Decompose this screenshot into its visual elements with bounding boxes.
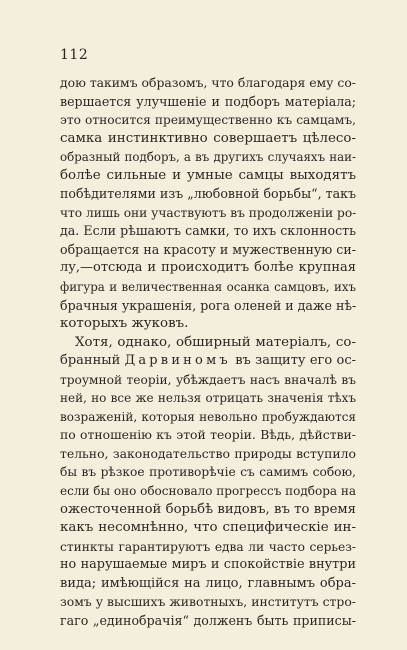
- text-line: ней, но все же нельзя отрицать значенія тѣхъ: [60, 391, 356, 406]
- text-line: вершается улучшеніе и подборъ матеріала;: [60, 93, 356, 109]
- text-line: да. Если рѣшаютъ самки, то ихъ склонность: [60, 223, 356, 239]
- text-line: тельно, законодательство природы вступило: [60, 445, 356, 461]
- text-line: если бы оно обосновало прогрессъ подбора на: [60, 484, 357, 499]
- text-line: гаго „единобрачія“ долженъ быть приписы-: [60, 612, 356, 628]
- text-line: зомъ у высшихъ животныхъ, институтъ стро-: [60, 594, 356, 610]
- text-line: это относится преимущественно къ самцамъ,: [60, 113, 356, 128]
- text-line: вида; имѣющійся на лицо, главнымъ обра-: [60, 575, 356, 591]
- text-line: дою такимъ образомъ, что благодаря ему со-: [60, 75, 356, 90]
- paragraph-start-line: Хотя, однако, обширный матеріалъ, со-: [75, 334, 356, 350]
- text-line: побѣдителями изъ „любовной борьбы“, такъ: [60, 186, 356, 202]
- text-line: образный подборъ, а въ другихъ случаяхъ наи-: [60, 150, 356, 165]
- text-line: что лишь они участвуютъ въ продолженіи ро-: [60, 205, 357, 220]
- text-line: троумной теоріи, убѣждаетъ насъ вначалѣ въ: [60, 372, 356, 387]
- text-line: самка инстинктивно совершаетъ цѣлесо-: [60, 130, 356, 146]
- text-line: фигура и величественная осанка самцовъ, ихъ: [60, 280, 356, 295]
- text-line: стинкты гарантируютъ едва ли часто серьез-: [60, 539, 356, 554]
- spaced-name-darwin: Дарвиномъ: [124, 353, 231, 369]
- text-line: обращается на красоту и мужественную си-: [60, 241, 356, 257]
- text-line: но нарушаемые миръ и спокойствіе внутри: [60, 557, 356, 573]
- text-line: брачныя украшенія, рога оленей и даже нѣ-: [60, 297, 357, 313]
- text-body: [60, 74, 356, 630]
- text-line-with-spaced-name: [60, 352, 356, 371]
- text-fragment: въ защиту его ос-: [230, 353, 356, 369]
- text-line: которыхъ жуковъ.: [60, 316, 189, 332]
- text-line: бы въ рѣзкое противорѣчіе съ самимъ собою,: [60, 465, 356, 480]
- text-line: возраженій, которыя невольно пробуждаются: [60, 409, 356, 424]
- text-line: ожесточенной борьбѣ видовъ, въ то время: [60, 501, 356, 517]
- text-line: лу,—отсюда и происходитъ болѣе крупная: [60, 260, 356, 276]
- page-number: 112: [60, 47, 89, 63]
- text-line: какъ несомнѣнно, что специфическіе ин-: [60, 520, 356, 536]
- text-fragment: бранный: [60, 353, 125, 369]
- text-line: болѣе сильные и умные самцы выходятъ: [60, 167, 356, 183]
- text-line: по отношенію къ этой теоріи. Вѣдь, дѣйстви-: [60, 427, 356, 443]
